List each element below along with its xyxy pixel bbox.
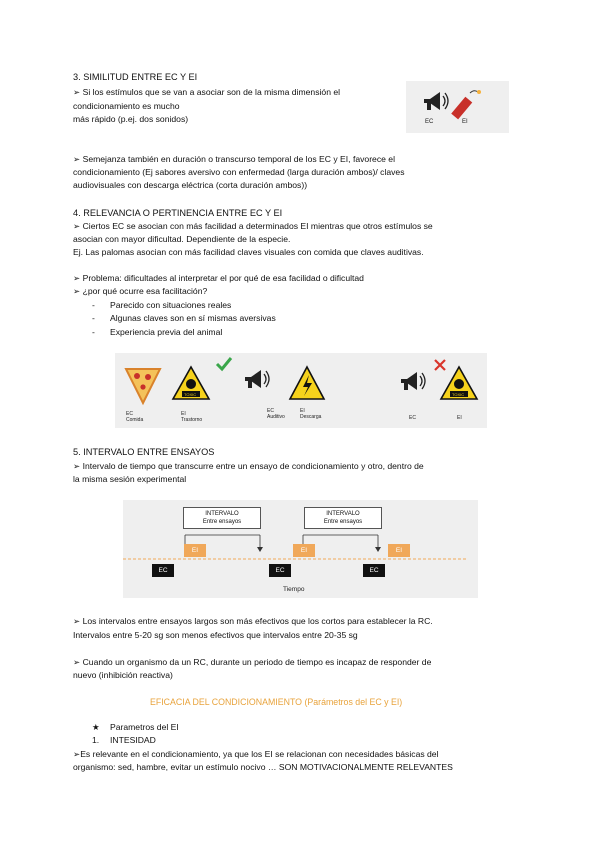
bullet-item: Algunas claves son en sí mismas aversivas	[110, 313, 276, 323]
efficacy-para: ➢Es relevante en el condicionamiento, ya que los EI se relacionan con necesidades básicas del	[73, 749, 439, 759]
caption-ec-sub: Comida	[126, 417, 144, 423]
ec-box: EC	[269, 564, 291, 577]
section-3-para: condicionamiento (Ej sabores aversivo con enfermedad (larga duración ambos)/ claves	[73, 167, 405, 177]
bullet-item: Experiencia previa del animal	[110, 327, 223, 337]
megaphone-and-dynamite-figure	[406, 81, 509, 133]
section-4-why: ➢ ¿por qué ocurre esa facilitación?	[73, 286, 208, 296]
section-4-line: asocian con mayor dificultad. Dependiente de la especie.	[73, 234, 291, 244]
cross-icon	[435, 360, 445, 370]
caption-ei: EI	[457, 415, 462, 421]
section-5-line: la misma sesión experimental	[73, 474, 187, 484]
ei-box: EI	[184, 544, 206, 557]
section-3-line: ➢ Si los estímulos que se van a asociar son de la misma dimensión el	[73, 87, 341, 97]
figure-relevance	[115, 353, 487, 428]
pizza-icon	[126, 369, 160, 403]
figure-ec-ei	[406, 81, 509, 133]
section-4-line: ➢ Ciertos EC se asocian con más facilidad a determinados EI mientras que otros estímulos se	[73, 221, 433, 231]
section-3-line: más rápido (p.ej. dos sonidos)	[73, 114, 189, 124]
section-4-line: Ej. Las palomas asocian con más facilidad claves visuales con comida que claves auditivas.	[73, 247, 424, 257]
interval-label: INTERVALO	[326, 511, 360, 517]
megaphone-icon	[401, 372, 425, 390]
section-5-title: 5. INTERVALO ENTRE ENSAYOS	[73, 447, 215, 457]
ec-box: EC	[152, 564, 174, 577]
bullet-item: Parecido con situaciones reales	[110, 300, 232, 310]
section-5-para: nuevo (inhibición reactiva)	[73, 670, 173, 680]
section-3-para: audiovisuales con descarga eléctrica (corta duración ambos))	[73, 180, 308, 190]
caption-ec: EC	[267, 408, 274, 414]
checkmark-icon	[217, 358, 231, 369]
interval-label: INTERVALO	[205, 511, 239, 517]
fig-ec-label: EC	[425, 119, 434, 125]
section-3-title: 3. SIMILITUD ENTRE EC Y EI	[73, 72, 198, 82]
megaphone-icon	[424, 92, 448, 110]
caption-ec-sub: Auditivo	[267, 414, 285, 420]
bullet-dash: -	[92, 300, 95, 310]
ei-box: EI	[293, 544, 315, 557]
caption-ec: EC	[126, 411, 133, 417]
section-5-line: ➢ Intervalo de tiempo que transcurre entre un ensayo de condicionamiento y otro, dentro de	[73, 461, 424, 471]
bullet-dash: -	[92, 313, 95, 323]
section-3-para: ➢ Semejanza también en duración o transcurso temporal de los EC y EI, favorece el	[73, 154, 395, 164]
section-4-problem: ➢ Problema: dificultades al interpretar el por qué de esa facilidad o dificultad	[73, 273, 364, 283]
star-item: Parametros del EI	[110, 722, 179, 732]
section-4-title: 4. RELEVANCIA O PERTINENCIA ENTRE EC Y EI	[73, 208, 283, 218]
bullet-dash: -	[92, 327, 95, 337]
dynamite-icon	[451, 90, 481, 119]
number-marker: 1.	[92, 735, 100, 745]
high-voltage-icon	[290, 367, 324, 399]
ec-box: EC	[363, 564, 385, 577]
caption-ei-sub: Trastorno	[181, 417, 203, 423]
caption-ei: EI	[181, 411, 186, 417]
efficacy-heading: EFICACIA DEL CONDICIONAMIENTO (Parámetros del EC y EI)	[150, 697, 403, 707]
time-axis-label: Tiempo	[283, 586, 305, 593]
section-5-para: Intervalos entre 5-20 sg son menos efectivos que intervalos entre 20-35 sg	[73, 630, 358, 640]
star-bullet-icon: ★	[92, 722, 100, 732]
section-5-para: ➢ Los intervalos entre ensayos largos son más efectivos que los cortos para establecer la RC.	[73, 616, 433, 626]
caption-ec: EC	[409, 415, 416, 421]
toxic-label: TOXIC	[452, 392, 465, 397]
toxic-label: TOXIC	[184, 392, 197, 397]
interval-sublabel: Entre ensayos	[202, 519, 242, 525]
caption-ei: EI	[300, 408, 305, 414]
efficacy-para: organismo: sed, hambre, evitar un estímulo nocivo … SON MOTIVACIONALMENTE RELEVANTES	[73, 762, 453, 772]
megaphone-icon	[245, 370, 269, 388]
numbered-item: INTESIDAD	[110, 735, 156, 745]
ei-box: EI	[388, 544, 410, 557]
interval-label-box	[183, 507, 261, 529]
section-3-line: condicionamiento es mucho	[73, 101, 180, 111]
section-5-para: ➢ Cuando un organismo da un RC, durante un periodo de tiempo es incapaz de responder de	[73, 657, 432, 667]
caption-ei-sub: Descarga	[300, 414, 322, 420]
interval-sublabel: Entre ensayos	[323, 519, 363, 525]
interval-diagram	[123, 500, 478, 598]
fig-ei-label: EI	[462, 119, 468, 125]
interval-label-box	[304, 507, 382, 529]
